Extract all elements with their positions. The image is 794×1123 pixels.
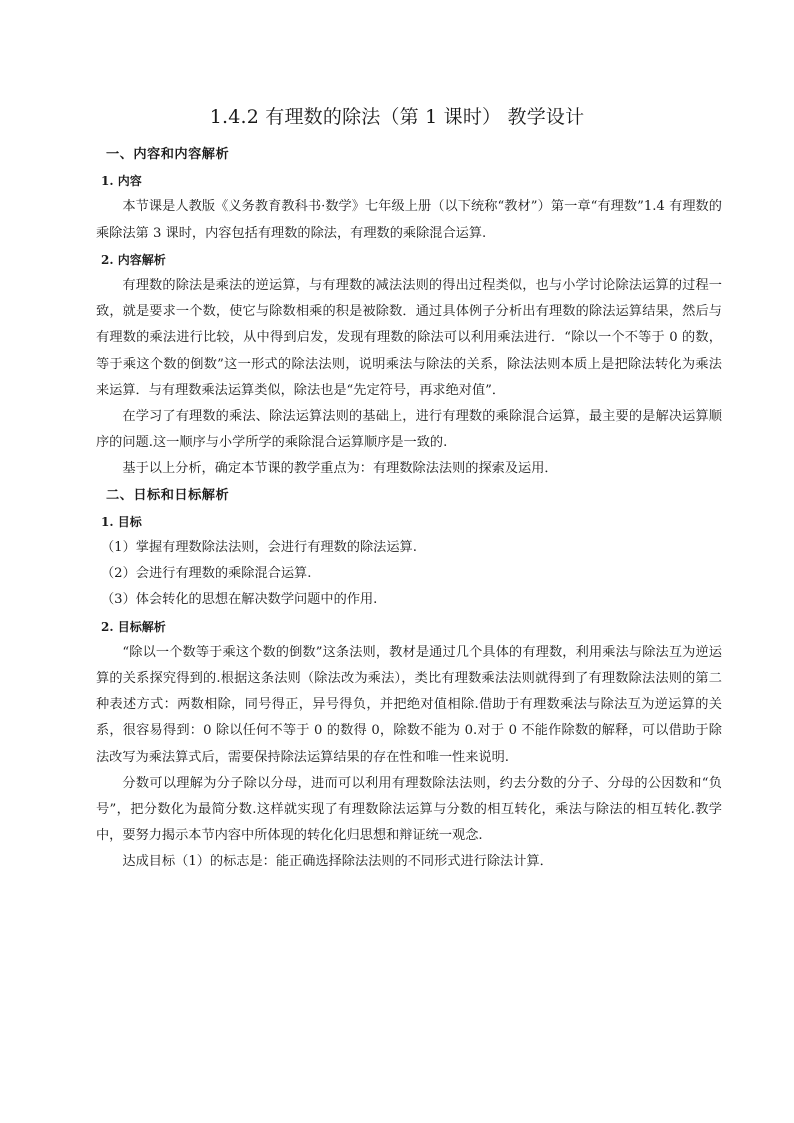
subsection-heading-content: 1. 内容 <box>101 174 142 189</box>
document-title: 1.4.2 有理数的除法（第 1 课时） 教学设计 <box>209 106 585 128</box>
paragraph: 基于以上分析，确定本节课的教学重点为：有理数除法法则的探索及运用． <box>122 461 558 477</box>
subsection-heading-goals-analysis: 2. 目标解析 <box>101 619 166 634</box>
paragraph: 分数可以理解为分子除以分母，进而可以利用有理数除法法则，约去分数的分子、分母的公因数和“负号”，把分数化为最简分数.这样就实现了有理数除法运算与分数的相互转化，乘法与除法的相互转化.教学中，要努力揭示本节内容中所体现的转化化归思想和辩证统一观念. <box>96 775 722 844</box>
paragraph: 有理数的除法是乘法的逆运算，与有理数的减法法则的得出过程类似，也与小学讨论除法运算的过程一致，就是要求一个数，使它与除数相乘的积是被除数．通过具体例子分析出有理数的除法运算结果，然后与有理数的乘法进行比较，从中得到启发，发现有理数的除法可以利用乘法进行．“除以一个不等于 0 的数，等于乘这个数的倒数”这一形式的除法法则，说明乘法与除法的关系，除法法则本质上是把除法转化为乘法来运算．与有理数乘法运算类似，除法也是“先定符号，再求绝对值”． <box>96 278 722 398</box>
paragraph: 达成目标（1）的标志是：能正确选择除法法则的不同形式进行除法计算． <box>122 854 553 870</box>
document-body <box>96 142 722 876</box>
section-heading-goals: 二、日标和日标解析 <box>106 487 230 503</box>
paragraph: 本节课是人教版《义务教育教科书·数学》七年级上册（以下统称“教材”）第一章“有理数”1.4 有理数的乘除法第 3 课时，内容包括有理数的除法，有理数的乘除混合运算. <box>96 199 722 241</box>
subsection-heading-content-analysis: 2. 内容解析 <box>101 252 166 267</box>
paragraph: 在学习了有理数的乘法、除法运算法则的基础上，进行有理数的乘除混合运算，最主要的是解决运算顺序的问题.这一顺序与小学所学的乘除混合运算顺序是一致的. <box>96 409 722 451</box>
goal-item: （1）掌握有理数除法法则，会进行有理数的除法运算. <box>101 540 417 556</box>
paragraph: “除以一个数等于乘这个数的倒数”这条法则，教材是通过几个具体的有理数，利用乘法与除法互为逆运算的关系探究得到的.根据这条法则（除法改为乘法），类比有理数乘法法则就得到了有理数除法法则的第二种表述方式：两数相除，同号得正，异号得负，并把绝对值相除.借助于有理数乘法与除法互为逆运算的关系，很容易得到：0 除以任何不等于 0 的数得 0，除数不能为 0.对于 0 不能作除数的解释，可以借助于除法改写为乘法算式后，需要保持除法运算结果的存在性和唯一性来说明. <box>96 644 722 765</box>
goal-item: （2）会进行有理数的乘除混合运算. <box>101 566 312 582</box>
section-heading-content: 一、内容和内容解析 <box>106 147 230 162</box>
goal-item: （3）体会转化的思想在解决数学问题中的作用. <box>101 592 378 608</box>
subsection-heading-goals: 1. 目标 <box>101 514 142 529</box>
